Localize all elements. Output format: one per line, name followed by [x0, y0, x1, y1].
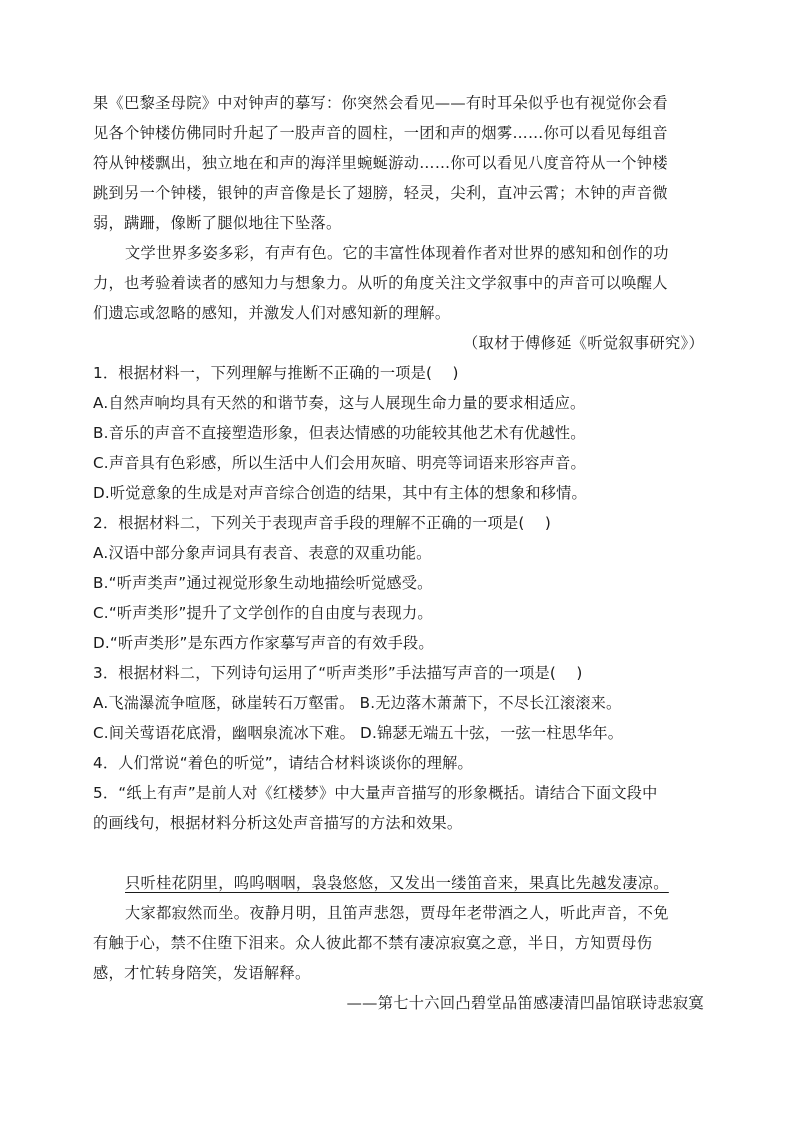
paragraph-line: 力，也考验着读者的感知力与想象力。从听的角度关注文学叙事中的声音可以唤醒人: [93, 274, 668, 292]
chapter-title: ——第七十六回凸碧堂品笛感凄清凹晶馆联诗悲寂寞: [346, 994, 704, 1012]
questions-section: [93, 358, 704, 838]
answer-option: C.间关莺语花底滑，幽咽泉流冰下难。 D.锦瑟无端五十弦，一弦一柱思华年。: [93, 724, 624, 742]
paragraph-line: 见各个钟楼仿佛同时升起了一股声音的圆柱，一团和声的烟雾……你可以看见每组音: [93, 124, 668, 142]
excerpt-line: 有触于心，禁不住堕下泪来。众人彼此都不禁有凄凉寂寞之意，半日，方知贾母伤: [93, 934, 653, 952]
underlined-sentence: [93, 868, 704, 898]
excerpt-line: 感，才忙转身陪笑，发语解释。: [93, 964, 311, 982]
answer-option: D.听觉意象的生成是对声音综合创造的结果，其中有主体的想象和移情。: [93, 484, 587, 502]
source-citation: （取材于傅修延《听觉叙事研究》）: [463, 334, 704, 352]
answer-option: A.飞湍瀑流争喧豗，砯崖转石万壑雷。 B.无边落木萧萧下，不尽长江滚滚来。: [93, 694, 622, 712]
answer-option: C.“听声类形”提升了文学创作的自由度与表现力。: [93, 604, 433, 622]
question-stem: 的画线句，根据材料分析这处声音描写的方法和效果。: [93, 814, 463, 832]
paragraph-line: 们遗忘或忽略的感知，并激发人们对感知新的理解。: [93, 304, 451, 322]
passage-top: [93, 88, 704, 358]
answer-option: C.声音具有色彩感，所以生活中人们会用灰暗、明亮等词语来形容声音。: [93, 454, 586, 472]
paragraph-line: 弱，蹒跚，像断了腿似地往下坠落。: [93, 214, 342, 232]
answer-option: B.音乐的声音不直接塑造形象，但表达情感的功能较其他艺术有优越性。: [93, 424, 586, 442]
answer-option: D.“听声类形”是东西方作家摹写声音的有效手段。: [93, 634, 434, 652]
paragraph-line: 文学世界多姿多彩，有声有色。它的丰富性体现着作者对世界的感知和创作的功: [125, 244, 669, 262]
answer-option: B.“听声类声”通过视觉形象生动地描绘听觉感受。: [93, 574, 433, 592]
question-stem: 1．根据材料一，下列理解与推断不正确的一项是( ): [93, 364, 459, 382]
excerpt-line: 大家都寂然而坐。夜静月明，且笛声悲怨，贾母年老带酒之人，听此声音，不免: [125, 904, 669, 922]
question-stem: 5．“纸上有声”是前人对《红楼梦》中大量声音描写的形象概括。请结合下面文段中: [93, 784, 658, 802]
paragraph-line: 果《巴黎圣母院》中对钟声的摹写：你突然会看见——有时耳朵似乎也有视觉你会看: [93, 94, 668, 112]
paragraph-line: 跳到另一个钟楼，银钟的声音像是长了翅膀，轻灵，尖利，直冲云霄；木钟的声音微: [93, 184, 668, 202]
paragraph-line: 符从钟楼飘出，独立地在和声的海洋里蜿蜒游动……你可以看见八度音符从一个钟楼: [93, 154, 668, 172]
question-stem: 2．根据材料二，下列关于表现声音手段的理解不正确的一项是( ): [93, 514, 551, 532]
novel-excerpt: [93, 868, 704, 1018]
answer-option: A.汉语中部分象声词具有表音、表意的双重功能。: [93, 544, 432, 562]
underlined-text: 只听桂花阴里，呜呜咽咽，袅袅悠悠，又发出一缕笛音来，果真比先越发凄凉。: [125, 874, 669, 892]
question-stem: 4．人们常说“着色的听觉”，请结合材料谈谈你的理解。: [93, 754, 473, 772]
question-stem: 3．根据材料二，下列诗句运用了“听声类形”手法描写声音的一项是( ): [93, 664, 583, 682]
answer-option: A.自然声响均具有天然的和谐节奏，这与人展现生命力量的要求相适应。: [93, 394, 586, 412]
